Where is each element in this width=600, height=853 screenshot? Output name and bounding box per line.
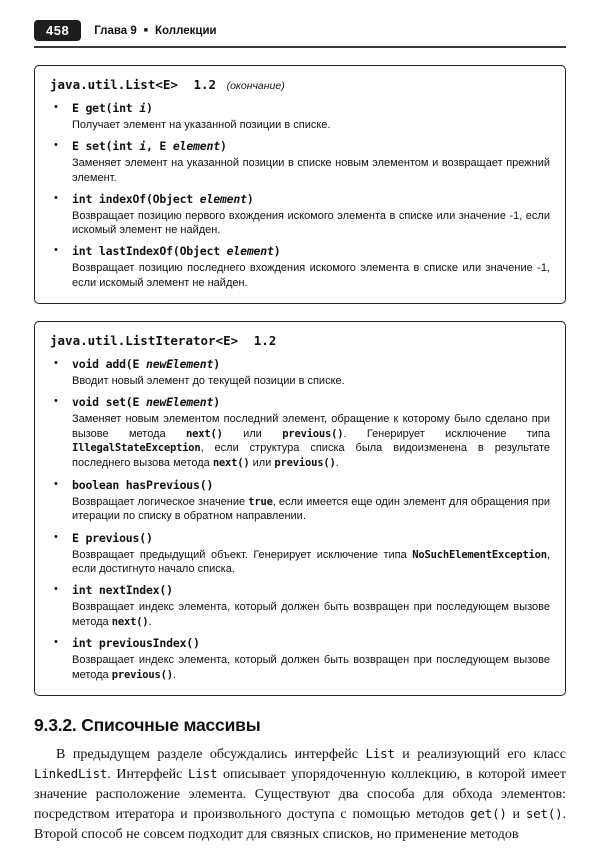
inline-code: int previousIndex() <box>72 636 200 651</box>
body-paragraph: В предыдущем разделе обсуждались интерфейс List и реализующий его класс LinkedList. Интерфейс List описывает упорядоченную коллекцию, в которой имеет значение расположение элемента. Существуют два способа для обхода элементов: посредством итератора и произвольного доступа с помощью методов get() и set(). Второй способ не совсем подходит для связных списков, но применение методов <box>34 746 566 842</box>
page-header <box>34 20 566 41</box>
api-entry-list <box>50 357 550 682</box>
inline-code: next() <box>212 456 250 469</box>
inline-code: next() <box>186 427 223 440</box>
inline-code: List <box>188 766 218 782</box>
inline-code: E set(int <box>72 139 140 154</box>
inline-code: previous() <box>282 427 344 440</box>
bullet-icon: • <box>54 101 58 113</box>
inline-code: ) <box>246 191 254 206</box>
bullet-icon: • <box>54 191 58 204</box>
api-entry-list <box>50 101 550 290</box>
bullet-icon: • <box>54 357 58 370</box>
method-description: Заменяет новым элементом последний элемент, обращение к которому было сделано при вызове метода next() или previous(). Генерирует исключение типа IllegalStateException, если структура списка была видоизменена в результате последнего вызова метода next() или previous(). <box>72 413 550 469</box>
inline-code: int indexOf(Object <box>72 191 200 206</box>
inline-code: previous() <box>111 668 173 681</box>
inline-code: int lastIndexOf(Object <box>72 244 227 259</box>
header-rule <box>34 46 566 48</box>
inline-code: ) <box>219 139 227 154</box>
inline-code: i <box>139 139 146 154</box>
inline-code: List <box>365 746 395 762</box>
method-signature <box>72 583 550 597</box>
api-box-listiterator <box>34 321 566 696</box>
inline-code: E get(int <box>72 101 140 115</box>
inline-code: newElement <box>145 395 214 410</box>
api-version: 1.2 <box>193 77 217 92</box>
method-description: Возвращает индекс элемента, который должен быть возвращен при последующем вызове метода next(). <box>72 601 550 628</box>
method-signature <box>72 395 550 409</box>
inline-code: element <box>226 244 274 259</box>
inline-code: IllegalStateException <box>72 442 201 455</box>
api-entry <box>50 395 550 470</box>
inline-code: element <box>199 191 247 206</box>
inline-code: element <box>172 139 220 154</box>
inline-code: ) <box>273 244 281 259</box>
inline-code: void set(E <box>72 395 146 410</box>
inline-code: true <box>248 495 273 508</box>
method-description: Возвращает логическое значение true, если имеется еще один элемент для обращения при итерации по списку в обратном направлении. <box>72 495 550 523</box>
bullet-icon: • <box>54 583 58 596</box>
api-class-name: java.util.ListIterator<E> <box>50 333 239 349</box>
chapter-number: Глава 9 <box>94 24 137 37</box>
method-description: Возвращает позицию первого вхождения искомого элемента в списке или значение -1, если искомый элемент не найден. <box>72 209 550 237</box>
inline-code: E previous() <box>72 530 153 545</box>
page-number-badge: 458 <box>34 20 81 41</box>
api-box-list <box>34 65 566 304</box>
api-class-name: java.util.List<E> <box>50 77 178 92</box>
bullet-icon: • <box>54 636 58 649</box>
method-signature <box>72 101 550 115</box>
bullet-icon: • <box>54 530 58 543</box>
inline-code: get() <box>470 805 507 821</box>
inline-code: void add(E <box>72 357 146 372</box>
api-entry <box>50 636 550 682</box>
method-signature <box>72 244 550 258</box>
inline-code: newElement <box>145 357 214 372</box>
inline-code: next() <box>111 615 149 628</box>
method-signature <box>72 192 550 206</box>
api-box-title <box>50 77 550 92</box>
inline-code: ) <box>145 101 153 115</box>
inline-code: , E <box>145 139 173 154</box>
api-entry <box>50 139 550 185</box>
method-description: Получает элемент на указанной позиции в списке. <box>72 119 331 131</box>
inline-code: ) <box>213 395 220 410</box>
api-entry <box>50 583 550 629</box>
method-description: Возвращает предыдущий объект. Генерирует исключение типа NoSuchElementException, если достигнуто начало списка. <box>72 548 550 576</box>
section-heading: 9.3.2. Списочные массивы <box>34 715 261 736</box>
method-description: Возвращает позицию последнего вхождения искомого элемента в списке или значение -1, если искомый элемент не найден. <box>72 262 550 289</box>
method-signature <box>72 478 550 492</box>
method-signature <box>72 139 550 153</box>
inline-code: boolean hasPrevious() <box>72 477 214 492</box>
bullet-icon: • <box>54 395 58 408</box>
chapter-marker-icon: ■ <box>143 27 148 34</box>
api-entry <box>50 357 550 388</box>
inline-code: ) <box>213 357 220 372</box>
inline-code: LinkedList <box>34 766 108 782</box>
api-entry <box>50 531 550 577</box>
chapter-title: Коллекции <box>155 24 217 37</box>
chapter-label <box>94 25 216 37</box>
method-description: Заменяет элемент на указанной позиции в списке новым элементом и возвращает прежний элемент. <box>72 157 550 184</box>
api-entry <box>50 244 550 290</box>
api-title-note: (окончание) <box>226 80 285 92</box>
method-signature <box>72 531 550 545</box>
method-description: Вводит новый элемент до текущей позиции в списке. <box>72 375 345 388</box>
method-description: Возвращает индекс элемента, который должен быть возвращен при последующем вызове метода previous(). <box>72 654 550 681</box>
inline-code: set() <box>525 805 563 821</box>
bullet-icon: • <box>54 139 58 152</box>
api-entry <box>50 101 550 132</box>
inline-code: NoSuchElementException <box>412 548 547 561</box>
method-signature <box>72 636 550 650</box>
bullet-icon: • <box>54 477 58 490</box>
inline-code: previous() <box>274 456 336 469</box>
method-signature <box>72 357 550 371</box>
api-box-title <box>50 333 550 348</box>
inline-code: i <box>139 101 146 115</box>
inline-code: int nextIndex() <box>72 583 173 598</box>
api-version: 1.2 <box>253 333 277 349</box>
api-entry <box>50 478 550 524</box>
api-entry <box>50 192 550 238</box>
bullet-icon: • <box>54 244 58 257</box>
